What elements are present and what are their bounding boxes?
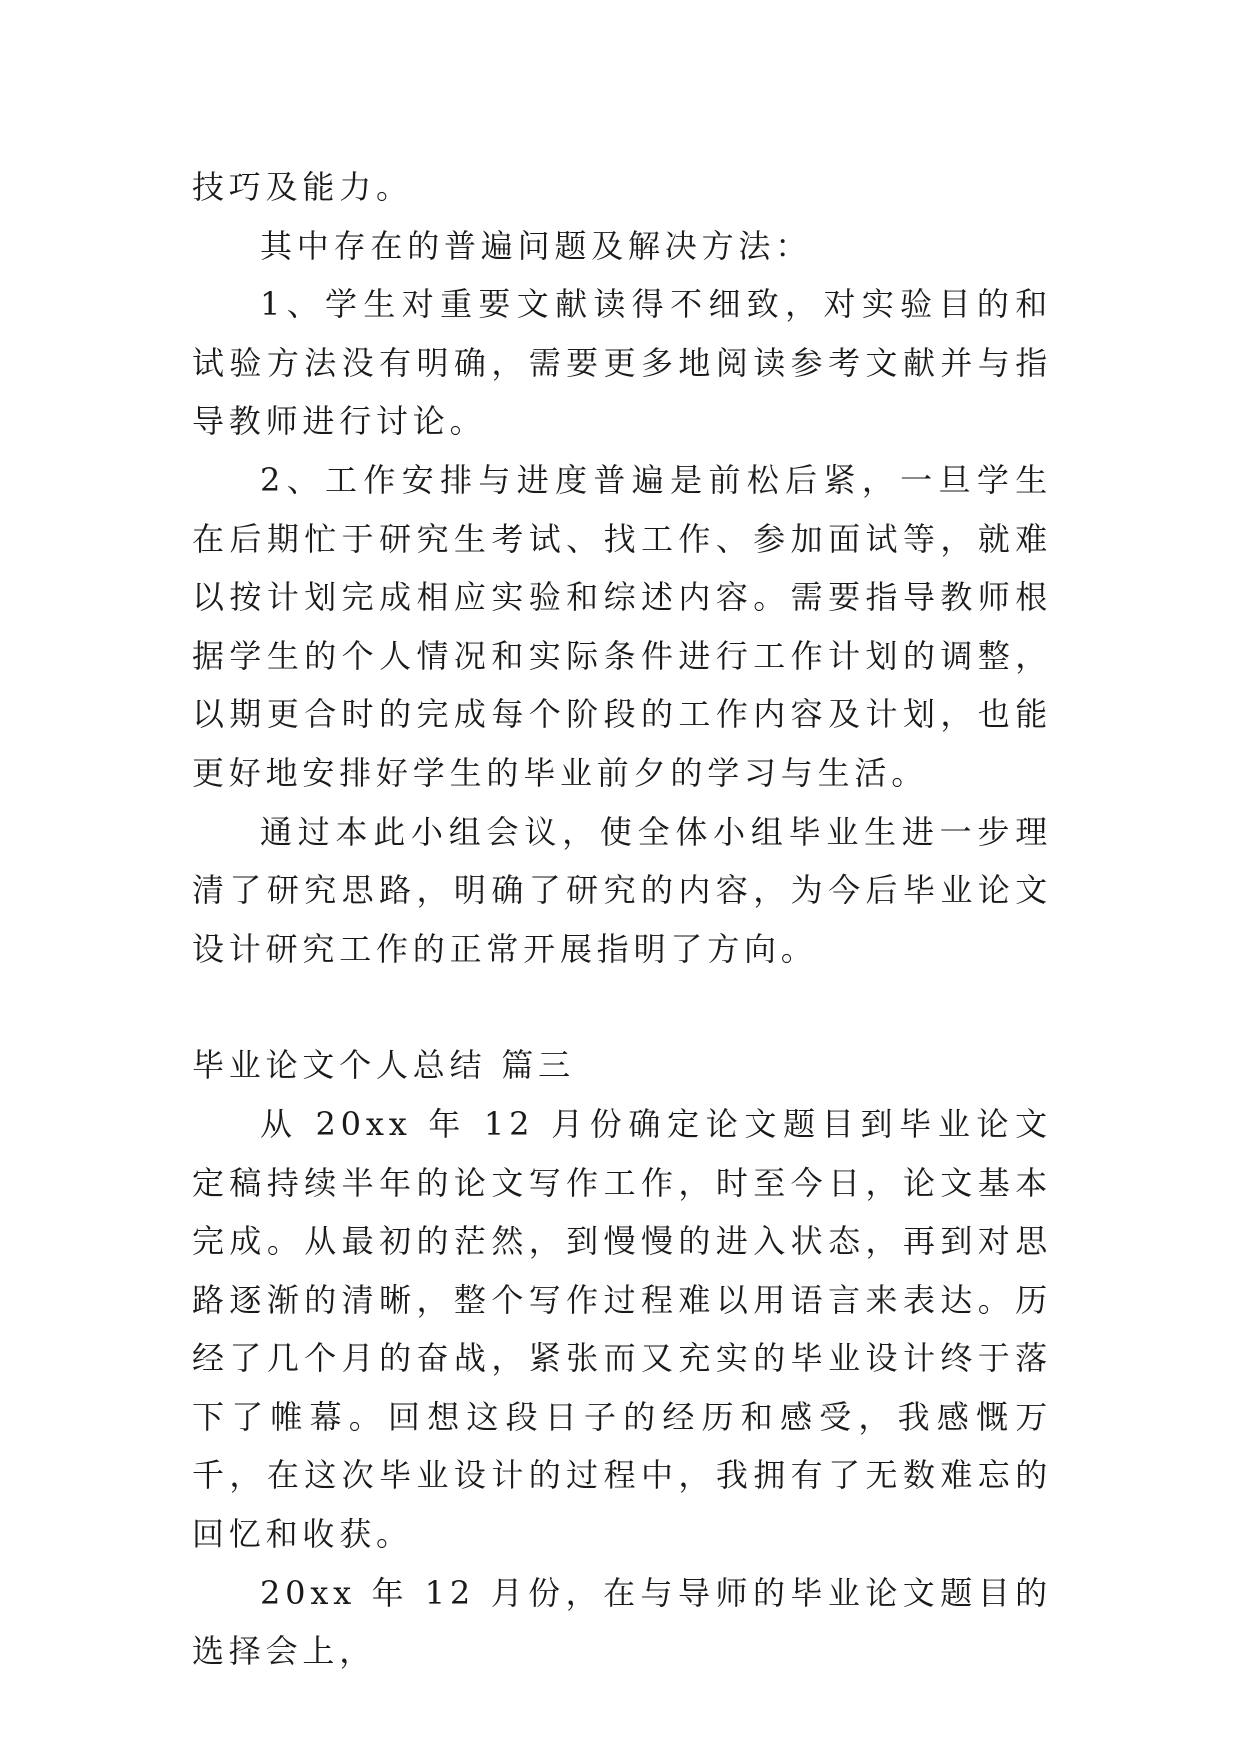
paragraph-conclusion: 通过本此小组会议，使全体小组毕业生进一步理清了研究思路，明确了研究的内容，为今后毕业论文设计研究工作的正常开展指明了方向。 (192, 812, 1052, 968)
paragraph-problem-2: 2、工作安排与进度普遍是前松后紧，一旦学生在后期忙于研究生考试、找工作、参加面试等，就难以按计划完成相应实验和综述内容。需要指导教师根据学生的个人情况和实际条件进行工作计划的调整，以期更合时的完成每个阶段的工作内容及计划，也能更好地安排好学生的毕业前夕的学习与生活。 (192, 460, 1052, 792)
section-heading: 毕业论文个人总结 篇三 (192, 1046, 575, 1085)
section-spacer (192, 978, 1052, 1036)
paragraph-problem-1: 1、学生对重要文献读得不细致，对实验目的和试验方法没有明确，需要更多地阅读参考文献并与指导教师进行讨论。 (192, 285, 1052, 441)
paragraph-problems-intro: 其中存在的普遍问题及解决方法： (260, 226, 813, 265)
document-body (192, 158, 1052, 1681)
paragraph-continuation: 技巧及能力。 (192, 168, 413, 206)
paragraph-summary-2: 20xx 年 12 月份，在与导师的毕业论文题目的选择会上， (192, 1573, 1052, 1671)
paragraph-summary-1: 从 20xx 年 12 月份确定论文题目到毕业论文定稿持续半年的论文写作工作，时至今日，论文基本完成。从最初的茫然，到慢慢的进入状态，再到对思路逐渐的清晰，整个写作过程难以用语言来表达。历经了几个月的奋战，紧张而又充实的毕业设计终于落下了帷幕。回想这段日子的经历和感受，我感慨万千，在这次毕业设计的过程中，我拥有了无数难忘的回忆和收获。 (192, 1104, 1052, 1554)
